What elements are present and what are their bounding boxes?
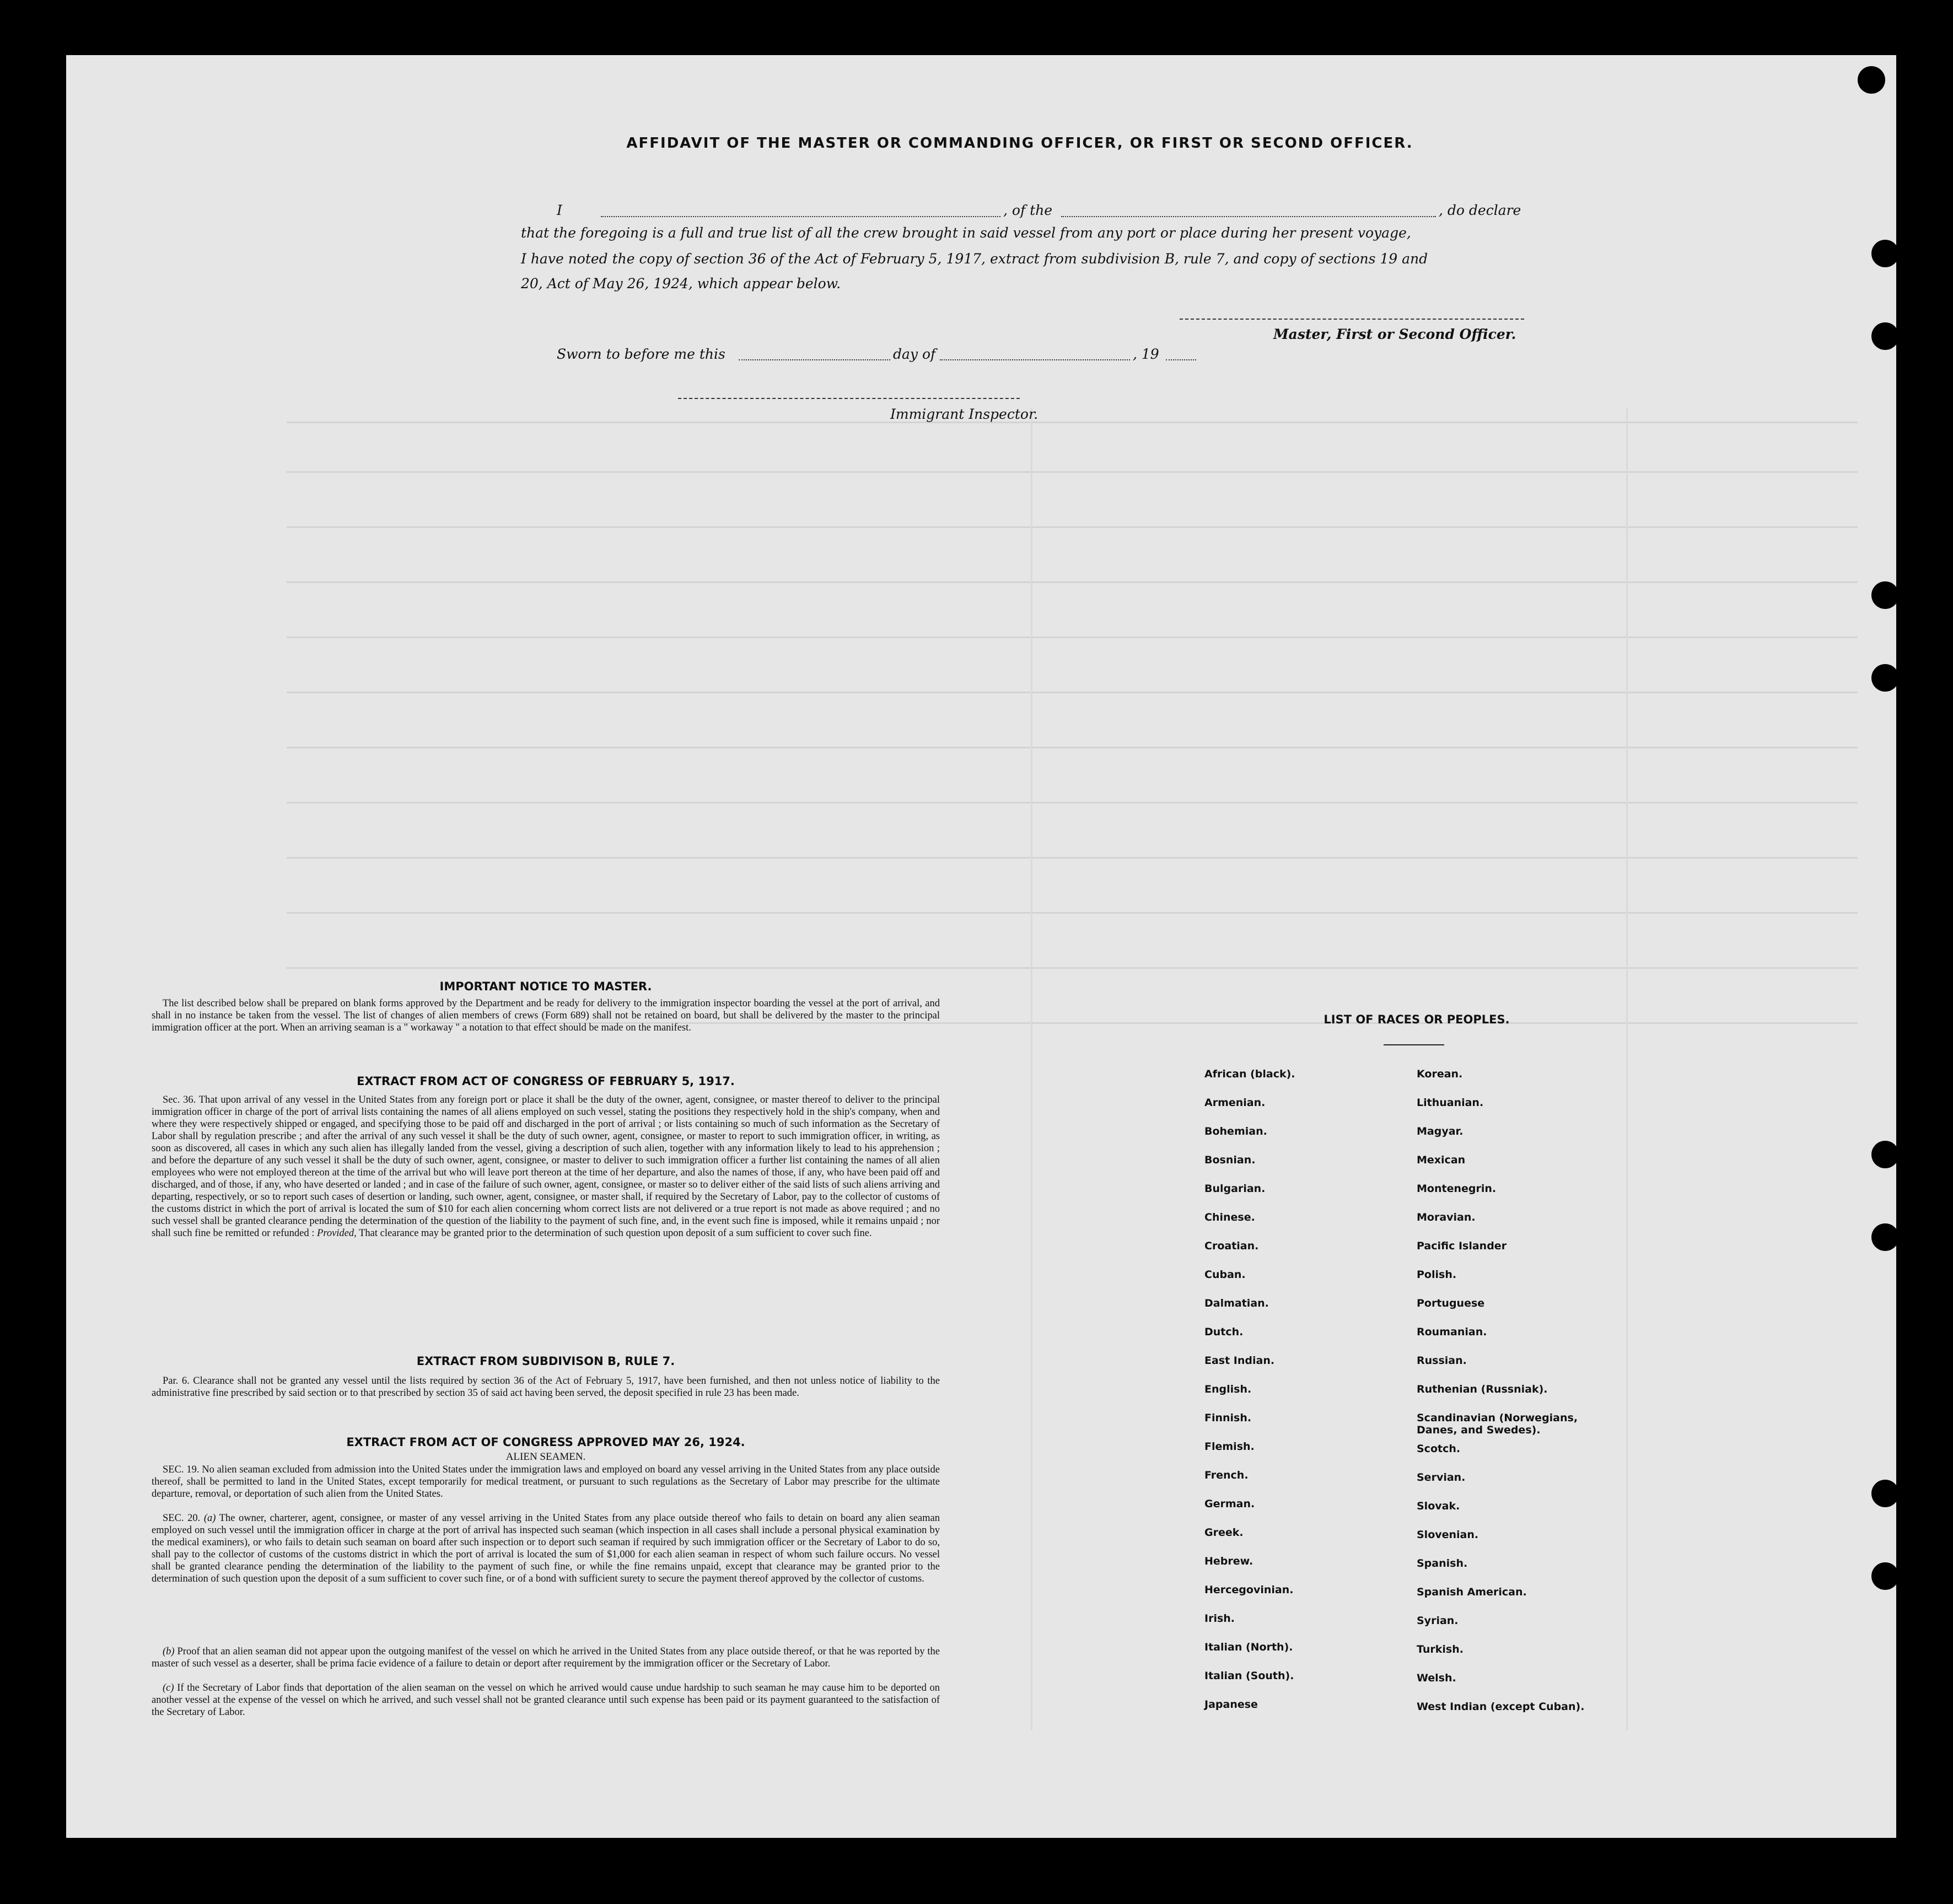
races-title-rule (1384, 1044, 1444, 1045)
inspector-signature-line[interactable] (678, 398, 1020, 399)
race-left-item: English. (1204, 1383, 1252, 1395)
race-left-item: Dalmatian. (1204, 1297, 1269, 1309)
bleed-through-row (287, 802, 1858, 803)
race-right-item: Moravian. (1417, 1211, 1476, 1223)
sec36-text: Sec. 36. That upon arrival of any vessel in the United States from any foreign port or place it shall be the duty of the owner, agent, consignee, or master thereof to deliver to the principal immigration officer in charge of the port of arrival lists containing the names of all aliens employed on such vessel, stating the positions they respectively hold in the ship's company, when and where they were respectively shipped or engaged, and specifying those to be paid off and discharged in the port of arrival ; or lists containing so much of such information as the Secretary of Labor shall by regulation prescribe ; and after the arrival of any such vessel it shall be the duty of such owner, agent, consignee, or master to report to such immigration officer, in writing, as soon as discovered, all cases in which any such alien has illegally landed from the vessel, giving a description of such alien, together with any information likely to lead to his apprehension ; and before the departure of any such vessel it shall be the duty of such owner, agent, consignee, or master to deliver to such immigration officer a further list containing the names of all alien employees who were not employed thereon at the time of the arrival but who will leave port thereon at the time of her departure, and also the names of those, if any, who have been paid off and discharged, and of those, if any, who have deserted or landed ; and in case of the failure of such owner, agent, consignee, or master so to deliver either of the said lists of such aliens arriving and departing, respectively, or so to report such cases of desertion or landing, such owner, agent, consignee, or master shall, if required by the Secretary of Labor, pay to the collector of customs of the customs district in which the port of arrival is located the sum of $10 for each alien concerning whom correct lists are not delivered or a true report is not made as above required ; and no such vessel shall be granted clearance pending the determination of the question of the liability to the payment of such fine, and, in the event such fine is imposed, while it remains unpaid ; nor shall such fine be remitted or refunded : (152, 1094, 940, 1239)
race-right-item: Servian. (1417, 1471, 1466, 1484)
declarant-name-line[interactable] (601, 216, 1000, 217)
sec20b-paragraph (152, 1646, 940, 1670)
race-left-item: Dutch. (1204, 1326, 1244, 1338)
bleed-through-row (287, 912, 1858, 914)
bleed-through-row (287, 747, 1858, 748)
race-left-item: Greek. (1204, 1527, 1244, 1539)
race-left-item: African (black). (1204, 1068, 1295, 1080)
race-right-item: Montenegrin. (1417, 1183, 1497, 1195)
punch-hole-icon (1871, 581, 1899, 609)
year-label: , 19 (1133, 346, 1159, 362)
sec20c-paragraph (152, 1682, 940, 1718)
bleed-through-row (287, 637, 1858, 638)
extract-1924-title: EXTRACT FROM ACT OF CONGRESS APPROVED MAY 26, 1924. (346, 1436, 745, 1449)
punch-hole-icon (1871, 664, 1899, 692)
race-left-item: Bohemian. (1204, 1125, 1267, 1137)
race-right-item: Korean. (1417, 1068, 1463, 1080)
race-right-item: Scandinavian (Norwegians, Danes, and Swedes). (1417, 1412, 1578, 1436)
race-right-item: Pacific Islander (1417, 1240, 1507, 1252)
race-left-item: Italian (South). (1204, 1670, 1294, 1682)
race-left-item: Flemish. (1204, 1441, 1255, 1453)
race-right-item: Slovak. (1417, 1500, 1460, 1512)
sec20-label: SEC. 20. (163, 1513, 201, 1524)
master-signature-label: Master, First or Second Officer. (1273, 326, 1516, 342)
bleed-through-row (287, 471, 1858, 473)
punch-hole-icon (1858, 66, 1885, 94)
race-left-item: Croatian. (1204, 1240, 1259, 1252)
race-left-item: French. (1204, 1469, 1249, 1481)
race-left-item: Irish. (1204, 1612, 1235, 1625)
affidavit-title: AFFIDAVIT OF THE MASTER OR COMMANDING OFFICER, OR FIRST OR SECOND OFFICER. (626, 135, 1413, 152)
sec20b-text: Proof that an alien seaman did not appear upon the outgoing manifest of the vessel on which he arrived in the United States from any place outside thereof, or that he was reported by the master of such vessel as a deserter, shall be prima facie evidence of a failure to detain or deport after requirement by the immigration officer or the Secretary of Labor. (152, 1646, 940, 1669)
vessel-name-line[interactable] (1061, 216, 1436, 217)
race-left-item: Bosnian. (1204, 1154, 1256, 1166)
race-right-item: Russian. (1417, 1355, 1467, 1367)
race-right-item: Roumanian. (1417, 1326, 1487, 1338)
master-signature-line[interactable] (1180, 319, 1524, 320)
bleed-through-row (287, 857, 1858, 859)
sec20a-paragraph (152, 1512, 940, 1585)
declaration-line: 20, Act of May 26, 1924, which appear below. (521, 276, 841, 292)
sec20a-text: The owner, charterer, agent, consignee, or master of any vessel arriving in the United States from any place outside thereof who fails to detain on board any alien seaman employed on such vessel until the immigration officer in charge at the port of arrival has inspected such seaman (which inspection in all cases shall include a personal physical examination by the medical examiners), or who fails to detain such seaman on board after such inspection or to deport such seaman if required by such immigration officer or the Secretary of Labor to do so, shall pay to the collector of customs of the customs district in which the port of arrival is located the sum of $1,000 for each alien seaman in respect of whom such failure occurs. No vessel shall be granted clearance pending the determination of the liability to the payment of such fine, or while the fine remains unpaid, except that clearance may be granted prior to the determination of such question upon the deposit of a sum sufficient to cover such fine, or of a bond with sufficient surety to secure the payment thereof approved by the collector of customs. (152, 1513, 940, 1584)
bleed-through-column (1031, 408, 1032, 1730)
of-the-label: , of the (1003, 202, 1053, 218)
race-left-item: Hercegovinian. (1204, 1584, 1294, 1596)
race-right-item: Ruthenian (Russniak). (1417, 1383, 1548, 1395)
race-right-item: Magyar. (1417, 1125, 1464, 1137)
sworn-month-line[interactable] (940, 359, 1130, 360)
race-left-item: German. (1204, 1498, 1255, 1510)
sec20c-text: If the Secretary of Labor finds that deportation of the alien seaman on the vessel on which he arrived would cause undue hardship to such seaman he may cause him to be deported on another vessel at the expense of the vessel on which he arrived, and such vessel shall not be granted clearance until such expense has been paid or its payment guaranteed to the satisfaction of the Secretary of Labor. (152, 1682, 940, 1718)
sec20a-mark: (a) (203, 1513, 216, 1524)
bleed-through-column (1626, 408, 1628, 1730)
extract-1917-title: EXTRACT FROM ACT OF CONGRESS OF FEBRUARY 5, 1917. (357, 1075, 735, 1088)
bleed-through-row (287, 526, 1858, 528)
sec20b-mark: (b) (163, 1646, 175, 1657)
bleed-through-row (287, 581, 1858, 583)
extract-rule7-body: Par. 6. Clearance shall not be granted any vessel until the lists required by section 36 of the Act of February 5, 1917, have been furnished, and then not unless notice of liability to the administrative fine prescribed by said section or to that prescribed by section 35 of said act having been served, the deposit specified in rule 23 has been made. (152, 1376, 940, 1399)
race-right-item: Turkish. (1417, 1643, 1464, 1655)
extract-1917-body (152, 1094, 940, 1239)
punch-hole-icon (1871, 1141, 1899, 1168)
do-declare-label: , do declare (1439, 202, 1521, 218)
race-left-item: Armenian. (1204, 1097, 1266, 1109)
race-right-item: Lithuanian. (1417, 1097, 1484, 1109)
race-left-item: Hebrew. (1204, 1555, 1253, 1567)
notice-body: The list described below shall be prepared on blank forms approved by the Department and be ready for delivery to the immigration inspector boarding the vessel at the port of arrival, and shall in no instance be taken from the vessel. The list of changes of alien members of crews (Form 689) shall not be retained on board, but shall be delivered by the master to the principal immigration officer at the port. When an arriving seaman is a " workaway " a notation to that effect should be made on the manifest. (152, 998, 940, 1033)
sec19-text: SEC. 19. No alien seaman excluded from admission into the United States under the immigration laws and employed on board any vessel arriving in the United States from any place outside thereof, shall be permitted to land in the United States, except temporarily for medical treatment, or pursuant to such regulations as the Secretary of Labor may prescribe for the ultimate departure, removal, or deportation of such alien from the United States. (152, 1464, 940, 1500)
race-right-item: Spanish American. (1417, 1586, 1527, 1598)
bleed-through-row (287, 422, 1858, 423)
extract-rule7-title: EXTRACT FROM SUBDIVISON B, RULE 7. (416, 1355, 675, 1368)
sworn-day-line[interactable] (739, 359, 890, 360)
race-right-item: Scotch. (1417, 1443, 1461, 1455)
proviso-text: That clearance may be granted prior to the determination of such question upon deposit of a sum sufficient to cover such fine. (359, 1228, 872, 1239)
declaration-line: I have noted the copy of section 36 of the Act of February 5, 1917, extract from subdivision B, rule 7, and copy of sections 19 and (521, 251, 1428, 267)
race-right-item: Portuguese (1417, 1297, 1485, 1309)
sec20c-mark: (c) (163, 1682, 174, 1693)
race-right-item: Slovenian. (1417, 1529, 1479, 1541)
race-left-item: Italian (North). (1204, 1641, 1293, 1653)
race-right-item: Mexican (1417, 1154, 1466, 1166)
bleed-through-row (287, 692, 1858, 693)
race-left-item: East Indian. (1204, 1355, 1275, 1367)
punch-hole-icon (1871, 322, 1899, 350)
bleed-through-row (287, 967, 1858, 969)
race-left-item: Chinese. (1204, 1211, 1255, 1223)
punch-hole-icon (1871, 1223, 1899, 1251)
race-right-item: Syrian. (1417, 1615, 1459, 1627)
sworn-year-line[interactable] (1166, 359, 1196, 360)
sworn-label: Sworn to before me this (557, 346, 725, 362)
race-left-item: Japanese (1204, 1698, 1258, 1711)
race-right-item: Polish. (1417, 1269, 1457, 1281)
inspector-label: Immigrant Inspector. (890, 406, 1039, 422)
day-of-label: day of (893, 346, 936, 362)
proviso-word: Provided, (317, 1228, 357, 1239)
punch-hole-icon (1871, 1480, 1899, 1507)
race-left-item: Bulgarian. (1204, 1183, 1266, 1195)
declaration-line: that the foregoing is a full and true list of all the crew brought in said vessel from any port or place during her present voyage, (521, 225, 1411, 241)
races-title: LIST OF RACES OR PEOPLES. (1323, 1013, 1510, 1026)
declarant-label: I (557, 202, 562, 218)
race-left-item: Finnish. (1204, 1412, 1252, 1424)
alien-seamen-subtitle: ALIEN SEAMEN. (505, 1451, 586, 1463)
race-right-item: Spanish. (1417, 1557, 1468, 1569)
notice-title: IMPORTANT NOTICE TO MASTER. (439, 980, 652, 993)
race-left-item: Cuban. (1204, 1269, 1246, 1281)
punch-hole-icon (1871, 240, 1899, 267)
race-right-item: West Indian (except Cuban). (1417, 1701, 1585, 1713)
race-right-item: Welsh. (1417, 1672, 1456, 1684)
punch-hole-icon (1871, 1562, 1899, 1590)
